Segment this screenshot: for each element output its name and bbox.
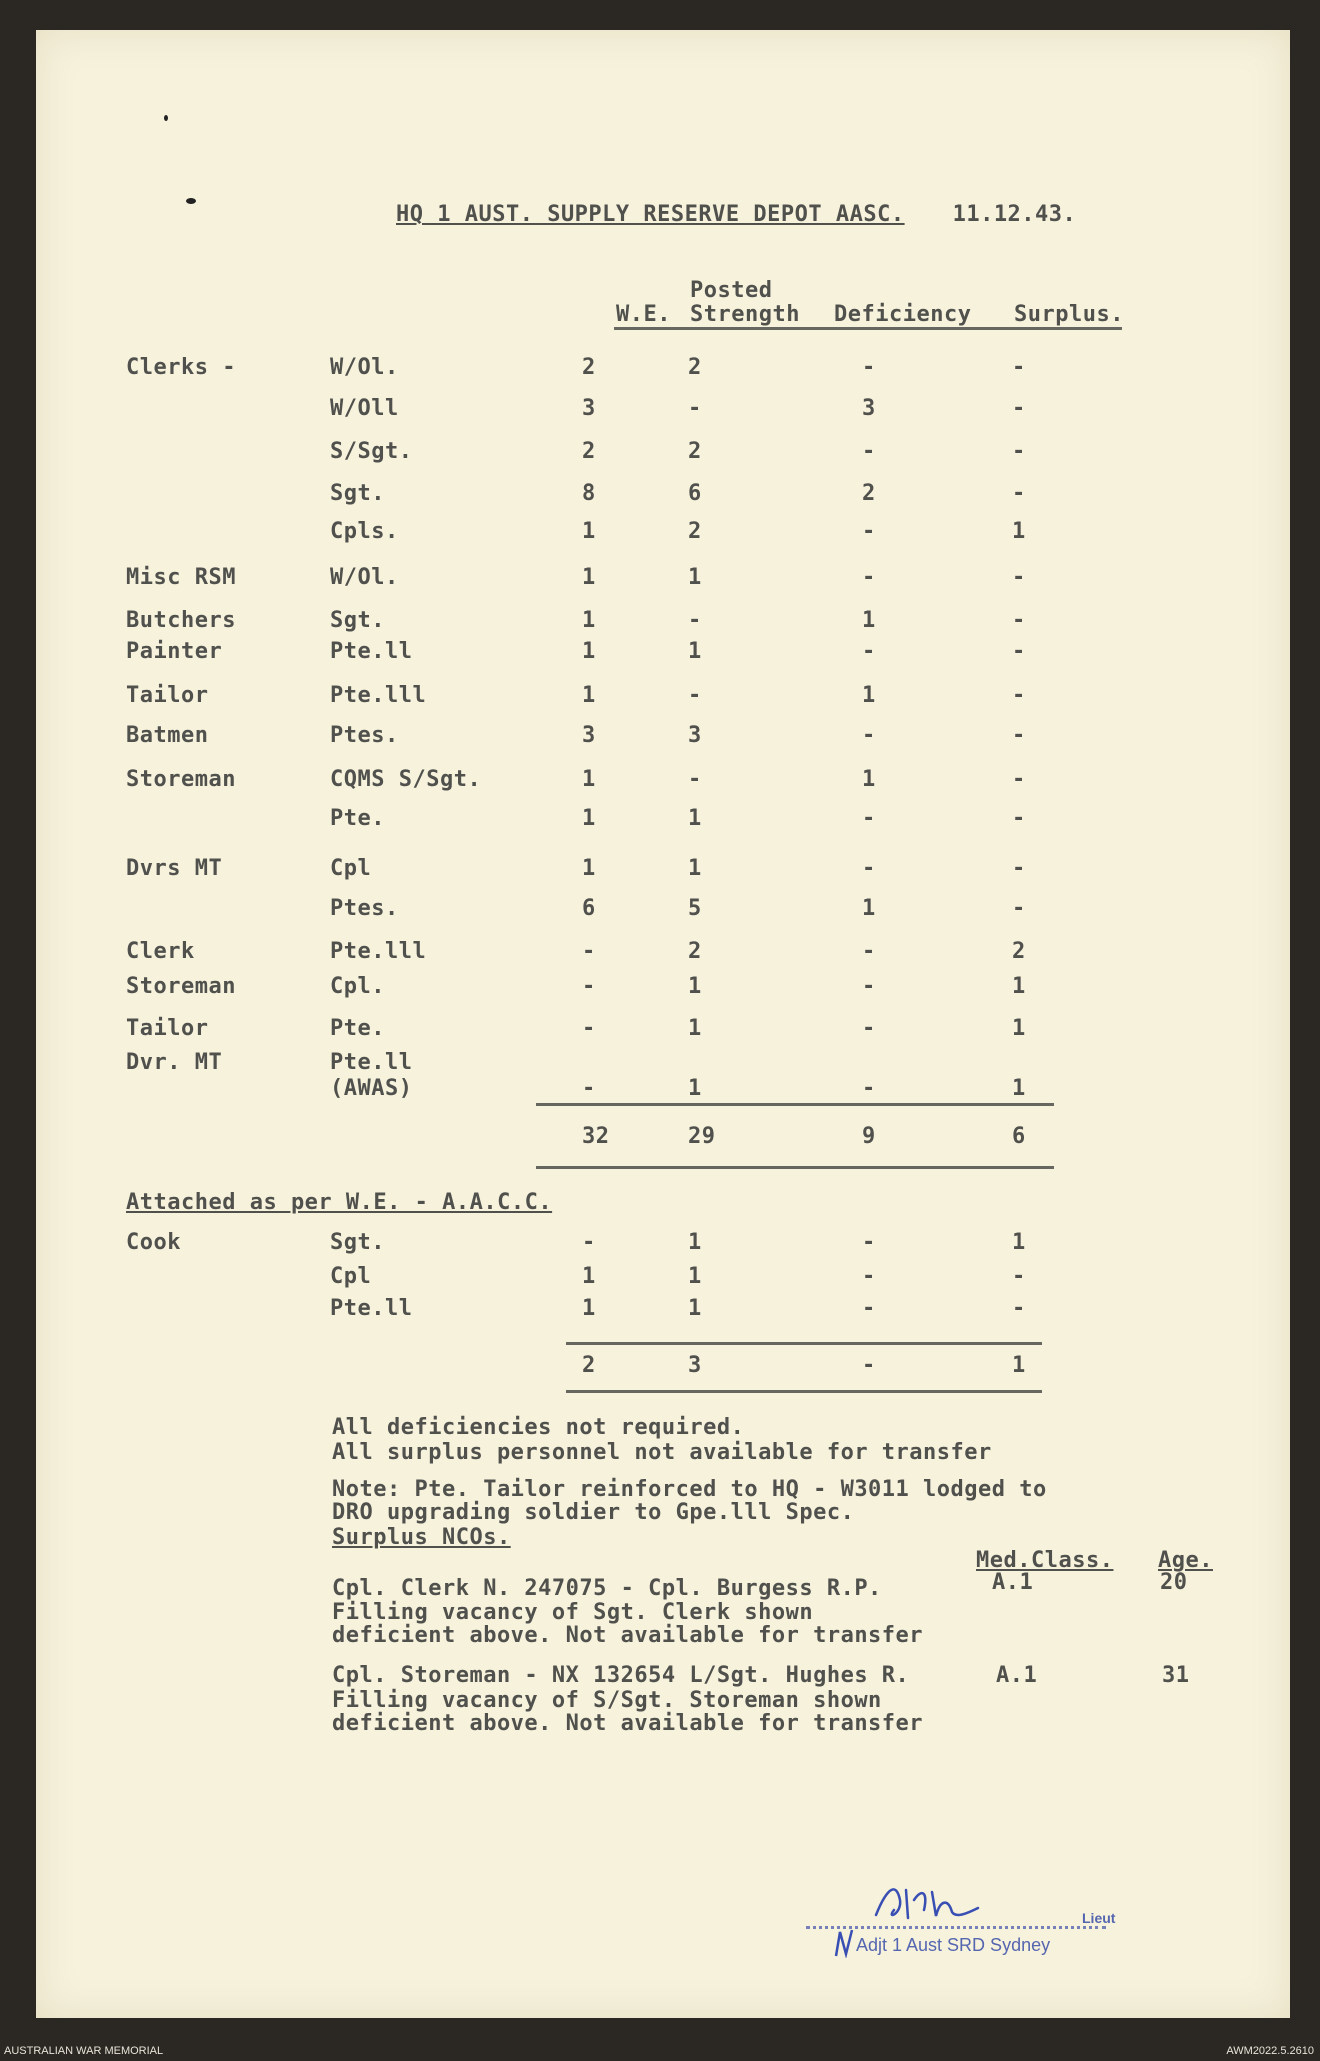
attached-cell-str: 1 [688, 1296, 702, 1321]
total-deficiency: 9 [862, 1124, 876, 1149]
table-cell-we: 1 [582, 639, 596, 664]
total-surplus: 6 [1012, 1124, 1026, 1149]
table-cell-sur: - [1012, 767, 1026, 792]
table-cell-def: - [862, 974, 876, 999]
table-cell-sur: 1 [1012, 1016, 1026, 1041]
attached-rule-bottom [566, 1390, 1042, 1393]
med-class-label: Med.Class. [976, 1548, 1114, 1573]
attached-total-deficiency: - [862, 1353, 876, 1378]
table-cell-def: 1 [862, 683, 876, 708]
attached-cell-sur: 1 [1012, 1230, 1026, 1255]
table-cell-we: 6 [582, 896, 596, 921]
table-cell-sur: - [1012, 439, 1026, 464]
table-cell-str: - [688, 683, 702, 708]
entry1-line3: deficient above. Not available for transfer [332, 1623, 924, 1648]
table-cell-rank: W/Ol. [330, 565, 399, 590]
note-deficiencies: All deficiencies not required. [332, 1415, 745, 1440]
table-cell-we: - [582, 1076, 596, 1101]
table-cell-we: 3 [582, 396, 596, 421]
document-page [36, 30, 1290, 2018]
table-cell-str: 6 [688, 481, 702, 506]
table-cell-str: 1 [688, 639, 702, 664]
table-cell-def: - [862, 806, 876, 831]
table-cell-rank: Sgt. [330, 608, 385, 633]
table-cell-sur: - [1012, 608, 1026, 633]
table-cell-str: 3 [688, 723, 702, 748]
total-we: 32 [582, 1124, 610, 1149]
table-cell-sur: - [1012, 896, 1026, 921]
table-cell-rank: Ptes. [330, 896, 399, 921]
table-cell-str: 1 [688, 1076, 702, 1101]
signature-rank: Lieut [1082, 1910, 1116, 1926]
table-cell-sur: - [1012, 565, 1026, 590]
table-cell-we: 2 [582, 439, 596, 464]
entry1-med: A.1 [992, 1570, 1034, 1595]
table-cell-rank: Pte. [330, 1016, 385, 1041]
note-tailor-2: DRO upgrading soldier to Gpe.lll Spec. [332, 1500, 855, 1525]
table-cell-str: 2 [688, 939, 702, 964]
total-strength: 29 [688, 1124, 716, 1149]
table-cell-rank: S/Sgt. [330, 439, 413, 464]
table-cell-rank: Ptes. [330, 723, 399, 748]
table-cell-sur: 1 [1012, 519, 1026, 544]
table-cell-rank: Sgt. [330, 481, 385, 506]
table-cell-def: - [862, 856, 876, 881]
attached-rule-top [566, 1342, 1042, 1345]
table-cell-rank: CQMS S/Sgt. [330, 767, 482, 792]
table-cell-group: Dvrs MT [126, 856, 223, 881]
note-tailor-1: Note: Pte. Tailor reinforced to HQ - W3011 lodged to [332, 1477, 1047, 1502]
table-cell-str: 1 [688, 1016, 702, 1041]
table-cell-rank: (AWAS) [330, 1076, 413, 1101]
attached-cell-we: - [582, 1230, 596, 1255]
table-cell-def: - [862, 639, 876, 664]
attached-cell-rank: Pte.ll [330, 1296, 413, 1321]
attached-cell-sur: - [1012, 1296, 1026, 1321]
note-surplus: All surplus personnel not available for transfer [332, 1440, 992, 1465]
attached-cell-str: 1 [688, 1264, 702, 1289]
entry2-line2: Filling vacancy of S/Sgt. Storeman shown [332, 1688, 882, 1713]
surplus-ncos-heading: Surplus NCOs. [332, 1525, 511, 1550]
table-cell-def: - [862, 355, 876, 380]
table-cell-group: Clerk [126, 939, 195, 964]
table-cell-rank: Cpl. [330, 974, 385, 999]
table-cell-str: 1 [688, 974, 702, 999]
table-cell-rank: Pte.ll [330, 1050, 413, 1075]
table-cell-def: 1 [862, 767, 876, 792]
attached-cell-rank: Cpl [330, 1264, 372, 1289]
attached-cell-rank: Sgt. [330, 1230, 385, 1255]
table-cell-we: 1 [582, 608, 596, 633]
table-cell-def: - [862, 519, 876, 544]
table-cell-str: - [688, 396, 702, 421]
table-cell-we: 1 [582, 683, 596, 708]
attached-cell-str: 1 [688, 1230, 702, 1255]
table-cell-str: 2 [688, 439, 702, 464]
table-cell-str: - [688, 767, 702, 792]
entry2-age: 31 [1162, 1663, 1190, 1688]
col-header-deficiency: Deficiency [834, 302, 972, 327]
table-cell-def: - [862, 939, 876, 964]
table-cell-we: 1 [582, 767, 596, 792]
ink-speck [186, 198, 196, 204]
table-cell-str: 1 [688, 565, 702, 590]
col-header-posted: Posted [690, 278, 773, 303]
table-cell-rank: Pte.lll [330, 683, 427, 708]
table-cell-rank: Pte.ll [330, 639, 413, 664]
table-cell-we: - [582, 939, 596, 964]
table-cell-rank: Cpl [330, 856, 372, 881]
document-title: HQ 1 AUST. SUPPLY RESERVE DEPOT AASC. 11.12.43. [396, 202, 1077, 227]
col-header-surplus: Surplus. [1014, 302, 1124, 327]
entry2-line1: Cpl. Storeman - NX 132654 L/Sgt. Hughes R. [332, 1663, 910, 1688]
table-cell-rank: Pte.lll [330, 939, 427, 964]
table-cell-sur: 2 [1012, 939, 1026, 964]
entry1-line2: Filling vacancy of Sgt. Clerk shown [332, 1600, 814, 1625]
table-cell-group: Storeman [126, 767, 236, 792]
table-cell-def: 1 [862, 608, 876, 633]
table-cell-def: 2 [862, 481, 876, 506]
age-label: Age. [1158, 1548, 1213, 1573]
table-cell-we: 1 [582, 565, 596, 590]
footer-left: AUSTRALIAN WAR MEMORIAL [4, 2045, 164, 2057]
attached-cell-we: 1 [582, 1264, 596, 1289]
table-cell-sur: - [1012, 856, 1026, 881]
table-cell-group: Butchers [126, 608, 236, 633]
attached-total-surplus: 1 [1012, 1353, 1026, 1378]
table-cell-group: Painter [126, 639, 223, 664]
footer-right: AWM2022.5.2610 [1226, 2045, 1314, 2057]
table-cell-def: 1 [862, 896, 876, 921]
attached-cell-sur: - [1012, 1264, 1026, 1289]
table-cell-sur: 1 [1012, 974, 1026, 999]
col-header-strength: Strength [690, 302, 800, 327]
table-cell-sur: 1 [1012, 1076, 1026, 1101]
table-cell-group: Misc RSM [126, 565, 236, 590]
header-underline [614, 327, 1122, 330]
table-cell-sur: - [1012, 396, 1026, 421]
attached-heading: Attached as per W.E. - A.A.C.C. [126, 1190, 553, 1215]
table-cell-def: 3 [862, 396, 876, 421]
total-rule-bottom [536, 1166, 1054, 1169]
attached-cell-def: - [862, 1264, 876, 1289]
table-cell-str: 2 [688, 519, 702, 544]
entry1-line1: Cpl. Clerk N. 247075 - Cpl. Burgess R.P. [332, 1576, 882, 1601]
entry2-line3: deficient above. Not available for transfer [332, 1711, 924, 1736]
initials-mark [832, 1928, 860, 1958]
table-cell-group: Dvr. MT [126, 1050, 223, 1075]
table-cell-we: 1 [582, 856, 596, 881]
table-cell-we: 1 [582, 806, 596, 831]
table-cell-sur: - [1012, 355, 1026, 380]
table-cell-rank: Cpls. [330, 519, 399, 544]
table-cell-rank: W/Oll [330, 396, 399, 421]
table-cell-def: - [862, 1016, 876, 1041]
attached-total-we: 2 [582, 1353, 596, 1378]
table-cell-we: 1 [582, 519, 596, 544]
handwritten-signature [866, 1870, 1016, 1930]
table-cell-group: Tailor [126, 683, 209, 708]
table-cell-rank: Pte. [330, 806, 385, 831]
table-cell-sur: - [1012, 639, 1026, 664]
table-cell-str: 2 [688, 355, 702, 380]
total-rule-top [536, 1103, 1054, 1106]
attached-cell-def: - [862, 1230, 876, 1255]
attached-cell-def: - [862, 1296, 876, 1321]
table-cell-def: - [862, 723, 876, 748]
adjutant-stamp: Adjt 1 Aust SRD Sydney [856, 1935, 1051, 1955]
table-cell-group: Tailor [126, 1016, 209, 1041]
table-cell-group: Clerks - [126, 355, 236, 380]
table-cell-str: 1 [688, 856, 702, 881]
table-cell-we: 2 [582, 355, 596, 380]
entry2-med: A.1 [996, 1663, 1038, 1688]
table-cell-def: - [862, 565, 876, 590]
table-cell-sur: - [1012, 683, 1026, 708]
ink-speck [164, 115, 168, 121]
attached-cell-group: Cook [126, 1230, 181, 1255]
table-cell-we: - [582, 974, 596, 999]
table-cell-sur: - [1012, 806, 1026, 831]
table-cell-group: Storeman [126, 974, 236, 999]
table-cell-group: Batmen [126, 723, 209, 748]
table-cell-def: - [862, 1076, 876, 1101]
table-cell-we: 8 [582, 481, 596, 506]
table-cell-def: - [862, 439, 876, 464]
attached-total-strength: 3 [688, 1353, 702, 1378]
table-cell-str: 5 [688, 896, 702, 921]
entry1-age: 20 [1160, 1570, 1188, 1595]
table-cell-sur: - [1012, 481, 1026, 506]
table-cell-rank: W/Ol. [330, 355, 399, 380]
table-cell-str: - [688, 608, 702, 633]
attached-cell-we: 1 [582, 1296, 596, 1321]
table-cell-str: 1 [688, 806, 702, 831]
table-cell-we: 3 [582, 723, 596, 748]
table-cell-sur: - [1012, 723, 1026, 748]
table-cell-we: - [582, 1016, 596, 1041]
col-header-we: W.E. [616, 302, 671, 327]
